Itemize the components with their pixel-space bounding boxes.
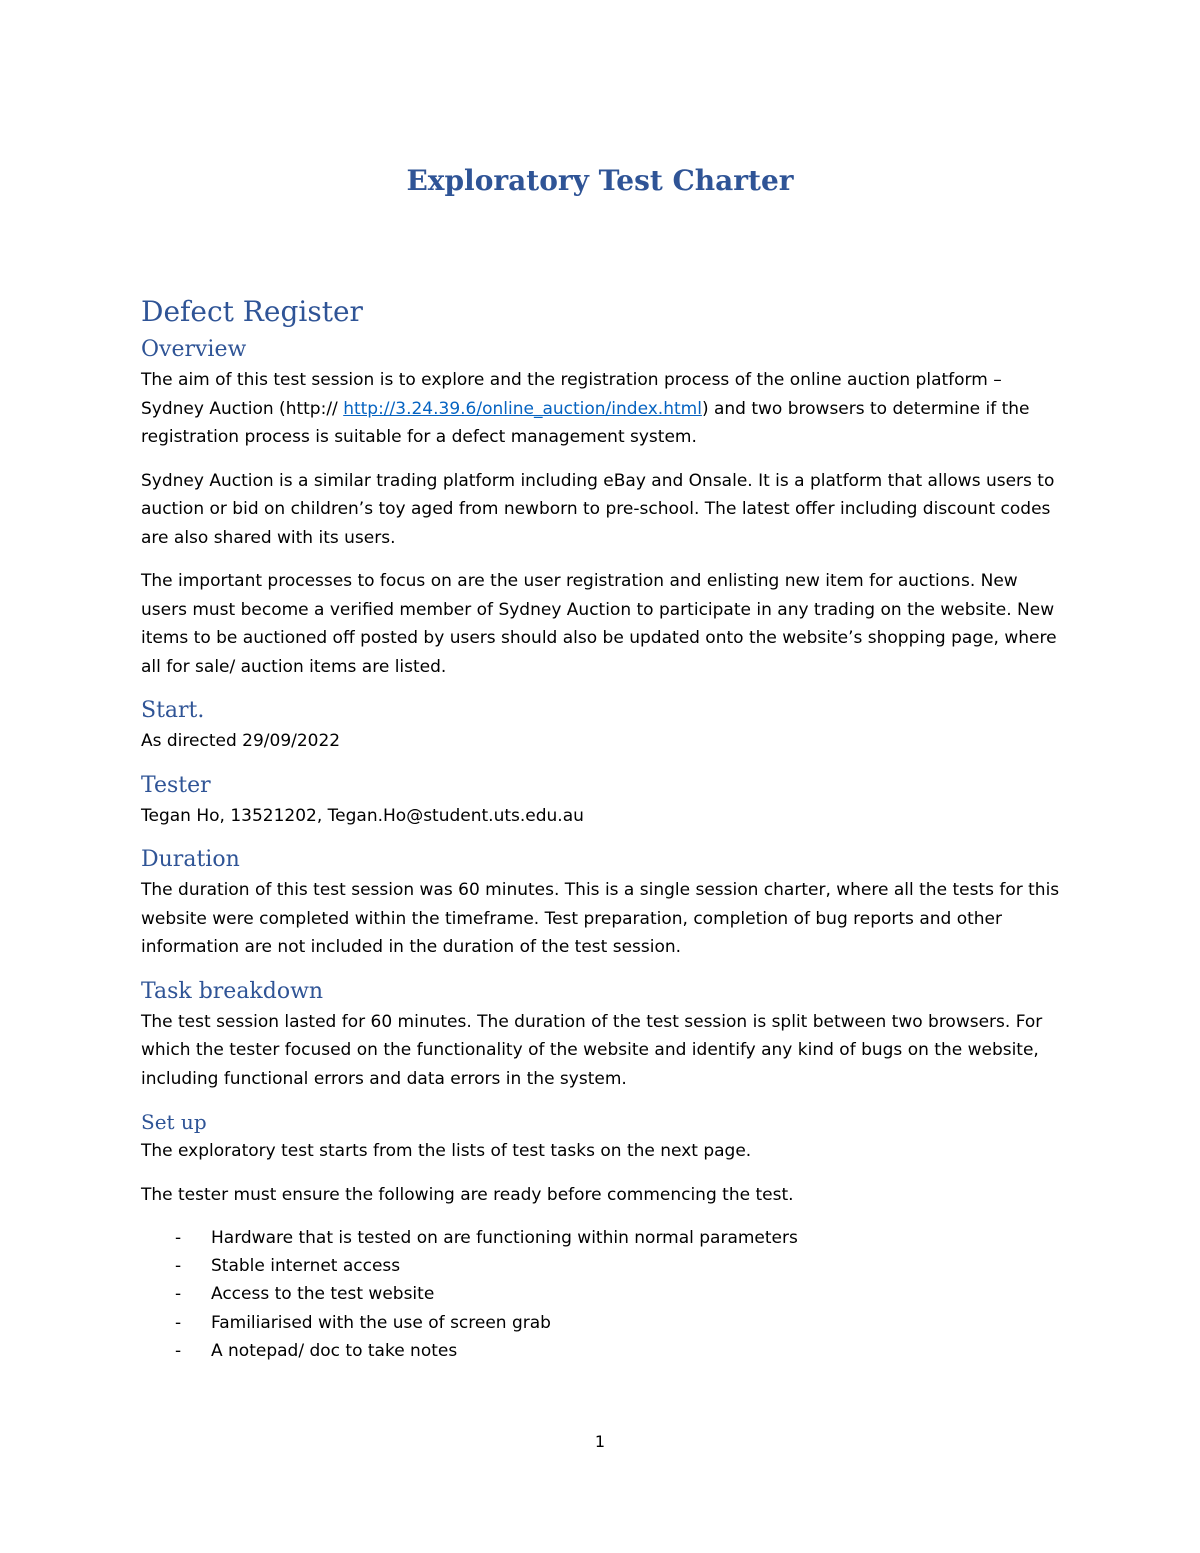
overview-paragraph-3: The important processes to focus on are the user registration and enlisting new item for auctions. New users must become a verified member of Sydney Auction to participate in any trading on the website. New items to be auctioned off posted by users should also be updated onto the website’s shopping page, where all for sale/ auction items are listed. — [141, 571, 1057, 677]
document-content — [141, 292, 1061, 1365]
dash-bullet: - — [175, 1256, 182, 1277]
dash-bullet: - — [175, 1312, 182, 1333]
setup-paragraph-1: The exploratory test starts from the lists of test tasks on the next page. — [141, 1141, 752, 1161]
list-item-text: Stable internet access — [211, 1256, 401, 1277]
list-item — [141, 1337, 1061, 1365]
subheading-task-breakdown: Task breakdown — [141, 978, 324, 1004]
subheading-start: Start. — [141, 698, 205, 723]
list-item — [141, 1224, 1061, 1252]
section-heading-defect-register: Defect Register — [141, 295, 363, 328]
task-breakdown-text: The test session lasted for 60 minutes. The duration of the test session is split between two browsers. For which the tester focused on the functionality of the website and identify any kind of bugs on the website, including functional errors and data errors in the system. — [141, 1011, 1043, 1089]
duration-text: The duration of this test session was 60 minutes. This is a single session charter, where all the tests for this website were completed within the timeframe. Test preparation, completion of bug reports and other information are not included in the duration of the test session. — [141, 880, 1060, 957]
subheading-tester: Tester — [141, 772, 211, 798]
online-auction-link[interactable]: http://3.24.39.6/online_auction/index.html — [343, 398, 702, 419]
tester-text: Tegan Ho, 13521202, Tegan.Ho@student.uts.edu.au — [141, 805, 584, 826]
start-text: As directed 29/09/2022 — [141, 731, 341, 751]
list-item-text: Familiarised with the use of screen grab — [211, 1312, 551, 1333]
overview-text-after-link: ) and two browsers to determine if the registration process is suitable for a defect management system. — [141, 398, 1030, 447]
subheading-duration: Duration — [141, 847, 240, 872]
list-item — [141, 1309, 1061, 1337]
setup-checklist — [141, 1224, 1061, 1365]
subheading-overview: Overview — [141, 337, 247, 362]
page-number: 1 — [594, 1432, 606, 1451]
list-item — [141, 1280, 1061, 1308]
list-item-text: A notepad/ doc to take notes — [211, 1340, 458, 1361]
overview-paragraph-2: Sydney Auction is a similar trading platform including eBay and Onsale. It is a platform that allows users to auction or bid on children’s toy aged from newborn to pre-school. The latest offer including discount codes are also shared with its users. — [141, 470, 1055, 548]
subheading-set-up: Set up — [141, 1110, 207, 1134]
dash-bullet: - — [175, 1340, 182, 1361]
list-item-text: Hardware that is tested on are functioning within normal parameters — [211, 1228, 798, 1248]
document-title: Exploratory Test Charter — [406, 164, 794, 197]
dash-bullet: - — [175, 1284, 182, 1305]
list-item — [141, 1252, 1061, 1280]
setup-paragraph-2: The tester must ensure the following are ready before commencing the test. — [141, 1184, 794, 1205]
list-item-text: Access to the test website — [211, 1284, 435, 1305]
dash-bullet: - — [175, 1228, 182, 1248]
overview-paragraph-1 — [141, 366, 1061, 452]
overview-text-before-link: The aim of this test session is to explore and the registration process of the online auction platform – Sydney Auction (http:// — [141, 370, 1002, 419]
